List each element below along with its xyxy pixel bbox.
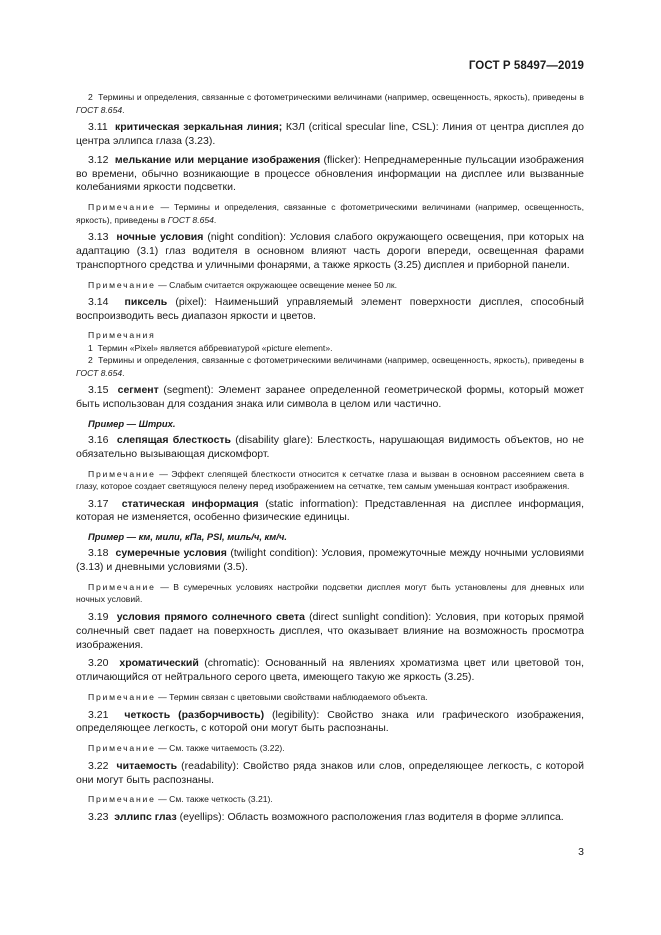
- term-number: 3.21: [88, 708, 109, 721]
- term-entry: [76, 231, 584, 272]
- term-name: мелькание или мерцание изображения: [114, 153, 321, 166]
- note-label: Примечание: [88, 279, 156, 290]
- term-number: 3.16: [88, 433, 109, 446]
- note-text: — См. также читаемость (3.22).: [155, 743, 285, 754]
- term-number: 3.20: [88, 657, 109, 670]
- term-definition: КЗЛ (critical specular line, CSL): Линия от центра дисплея до центра эллипса глаза (3.23).: [76, 121, 584, 147]
- note-text: Термин «Pixel» является аббревиатурой «picture element».: [97, 342, 333, 353]
- example-text: Пример — Штрих.: [88, 417, 176, 429]
- standard-reference: ГОСТ 8.654: [167, 214, 214, 225]
- note-number: 2: [88, 92, 93, 102]
- note: [76, 468, 584, 493]
- note-tail: .: [122, 104, 125, 115]
- note-label: Примечание: [88, 692, 156, 703]
- term-definition: (pixel): Наименьший управляемый элемент поверхности дисплея, способный воспроизводить весь диапазон яркости и цветов.: [76, 296, 584, 323]
- term-name: критическая зеркальная линия;: [114, 121, 283, 134]
- term-definition: (legibility): Свойство знака или графического изображения, определяющее легкость, с которой они могут быть распознаны.: [76, 708, 584, 735]
- notes-heading: [76, 329, 584, 342]
- term-definition: (disability glare): Блесткость, нарушающая видимость объектов, но не обязательно вызывающая дискомфорт.: [76, 433, 584, 460]
- numbered-note: [76, 91, 584, 116]
- note-text: — Эффект слепящей блесткости относится к сетчатке глаза и вызван в основном рассеянием света в глазу, которое создает светящуюся пелену перед изображением на сетчатке, тем самым уменьшая контраст изображения.: [76, 468, 584, 492]
- term-number: 3.22: [88, 759, 109, 772]
- term-definition: (segment): Элемент заранее определенной геометрической формы, который может быть использован для создания знака или символа в целом или частично.: [76, 384, 584, 411]
- example: [76, 418, 584, 429]
- term-definition: (eyellips): Область возможного расположения глаз водителя в форме эллипса.: [176, 811, 564, 824]
- note-label: Примечание: [88, 202, 156, 213]
- term-entry: [76, 498, 584, 526]
- term-entry: [76, 657, 584, 685]
- term-entry: [76, 811, 584, 825]
- term-number: 3.23: [88, 811, 109, 824]
- note-number: 2: [88, 355, 93, 366]
- note: [76, 691, 584, 704]
- note-tail: .: [213, 214, 217, 225]
- note-number: 1: [88, 342, 93, 353]
- note-text: — Слабым считается окружающее освещение менее 50 лк.: [155, 279, 398, 290]
- term-name: слепящая блесткость: [116, 433, 232, 446]
- term-definition: (chromatic): Основанный на явлениях хроматизма цвет или цветовой тон, отличающийся от нейтрального серого цвета, имеющего такую же яркость (3.25).: [76, 657, 584, 684]
- term-entry: [76, 296, 584, 324]
- term-entry: [76, 154, 584, 195]
- note-text: — Термины и определения, связанные с фотометрическими величинами (например, освещенность, яркость), приведены в: [76, 202, 584, 225]
- term-entry: [76, 384, 584, 412]
- term-entry: [76, 760, 584, 788]
- document-header: ГОСТ Р 58497—2019: [468, 60, 584, 72]
- note-label: Примечание: [88, 581, 156, 592]
- term-number: 3.14: [88, 296, 109, 309]
- term-name: хроматический: [119, 657, 199, 670]
- note-label: Примечание: [88, 794, 156, 805]
- note: [76, 201, 584, 226]
- note-tail: .: [122, 367, 125, 378]
- term-number: 3.19: [88, 611, 109, 624]
- note: [76, 742, 584, 755]
- term-name: условия прямого солнечного света: [116, 611, 305, 624]
- note-text: — В сумеречных условиях настройки подсветки дисплея могут быть установлены для дневных или ночных условий.: [76, 581, 584, 605]
- note: [76, 279, 584, 292]
- term-number: 3.11: [88, 121, 108, 134]
- example: [76, 531, 584, 542]
- note: [76, 581, 584, 606]
- numbered-note: [76, 342, 584, 355]
- term-number: 3.13: [88, 231, 109, 244]
- standard-reference: ГОСТ 8.654: [76, 367, 123, 378]
- note-text: — См. также четкость (3.21).: [155, 794, 273, 805]
- term-number: 3.15: [88, 384, 109, 397]
- example-text: Пример — км, мили, кПа, PSI, миль/ч, км/ч.: [88, 531, 287, 543]
- term-definition: (flicker): Непреднамеренные пульсации изображения во времени, обычно возникающие в процессе обновления информации на дисплее или вызванные колебаниями яркости подсветки.: [76, 153, 584, 194]
- standard-reference: ГОСТ 8.654: [76, 104, 123, 115]
- note-text: Термины и определения, связанные с фотометрическими величинами (например, освещенность, яркость), приведены в: [98, 92, 584, 102]
- note-label: Примечание: [88, 743, 156, 754]
- note-text: — Термин связан с цветовыми свойствами наблюдаемого объекта.: [155, 692, 428, 703]
- term-definition: (night condition): Условия слабого окружающего освещения, при которых на адаптацию (3.1) глаз водителя в основном влияют часть дороги впереди, освещенная фарами транспортного средства и уличными фонарями, а также яркость (3.25) дисплея и приборной панели.: [76, 231, 585, 271]
- term-definition: (static information): Представленная на дисплее информация, которая не изменяется, особенно физические единицы.: [76, 497, 585, 524]
- term-entry: [76, 611, 584, 652]
- term-definition: (direct sunlight condition): Условия, при которых прямой солнечный свет падает на поверхность дисплея, что оказывает влияние на возможность просмотра изображения.: [76, 611, 584, 651]
- page-number: 3: [578, 846, 584, 858]
- term-entry: [76, 547, 584, 575]
- term-name: пиксель: [124, 296, 168, 309]
- term-name: читаемость: [116, 759, 178, 772]
- term-number: 3.17: [88, 497, 109, 510]
- term-name: четкость (разборчивость): [124, 708, 265, 721]
- term-name: сумеречные условия: [115, 547, 227, 560]
- term-entry: [76, 434, 584, 462]
- numbered-note: [76, 354, 584, 379]
- term-name: сегмент: [117, 384, 159, 397]
- note-text: Термины и определения, связанные с фотометрическими величинами (например, освещенность, яркость), приведены в: [98, 355, 584, 366]
- term-number: 3.12: [88, 153, 109, 166]
- term-name: статическая информация: [121, 497, 259, 510]
- note: [76, 793, 584, 806]
- term-name: эллипс глаз: [114, 811, 177, 824]
- term-entry: [76, 121, 584, 149]
- term-name: ночные условия: [116, 231, 204, 244]
- term-entry: [76, 709, 584, 737]
- term-definition: (twilight condition): Условия, промежуточные между ночными условиями (3.13) и дневными условиями (3.5).: [76, 547, 584, 574]
- term-definition: (readability): Свойство ряда знаков или слов, определяющее легкость, с которой они могут быть распознаны.: [76, 759, 584, 786]
- document-body: [76, 91, 584, 825]
- note-label: Примечание: [88, 468, 156, 479]
- term-number: 3.18: [88, 547, 109, 560]
- notes-label: Примечания: [88, 329, 156, 340]
